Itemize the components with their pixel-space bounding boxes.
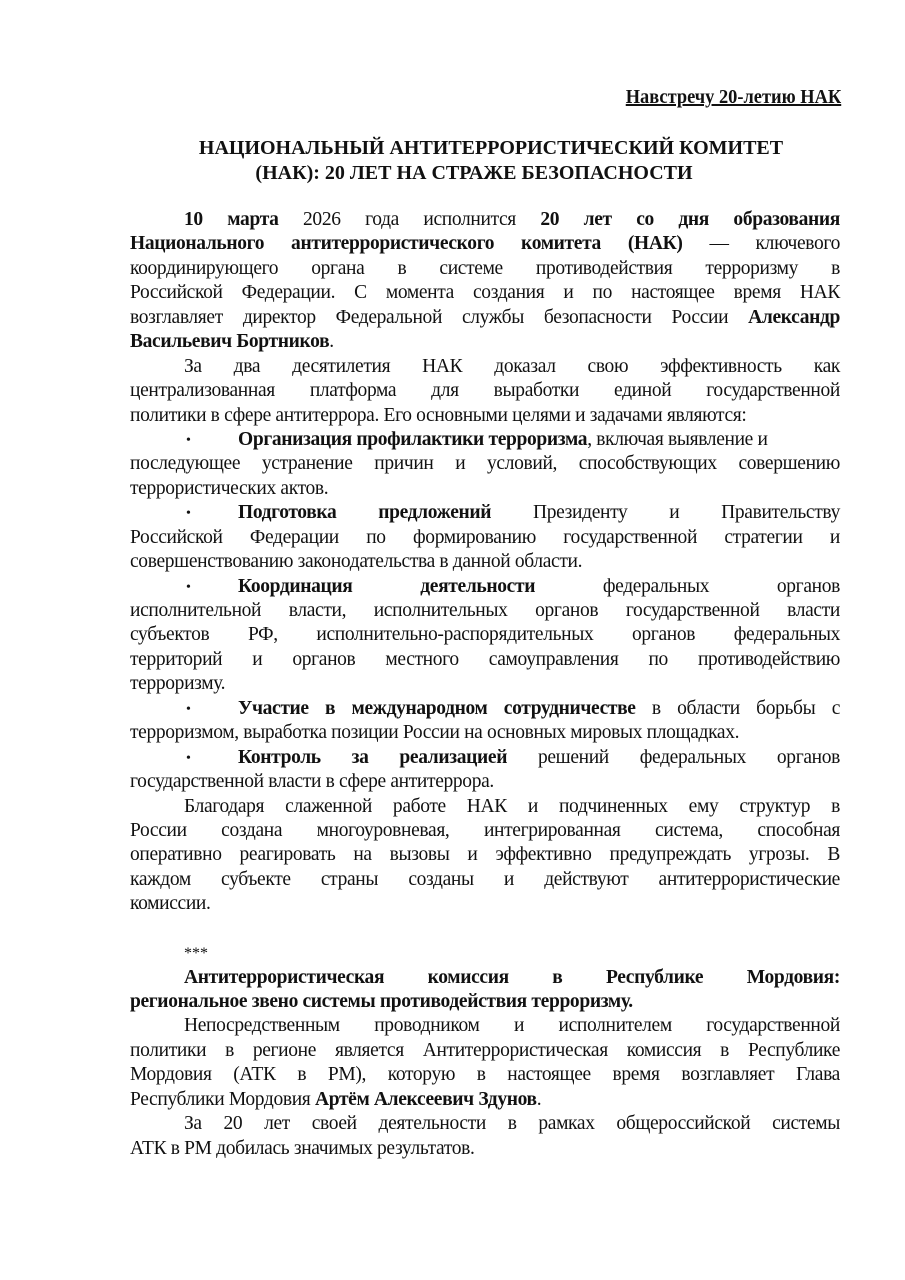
- text-span: Республики Мордовия: [130, 1088, 315, 1110]
- text-line: [130, 306, 840, 330]
- text-line: террористических актов.: [130, 477, 329, 499]
- text-line: АТК в РМ добилась значимых результатов.: [130, 1137, 475, 1159]
- bullet-icon: •: [186, 432, 191, 448]
- text-line: Непосредственным проводником и исполнителем государственной: [184, 1015, 840, 1037]
- text-span: — ключевого: [682, 233, 840, 255]
- goals-list: [130, 428, 840, 795]
- text-span: федеральных органов: [535, 575, 840, 597]
- text-span: возглавляет директор Федеральной службы безопасности России: [130, 306, 749, 328]
- document-body: [130, 208, 840, 1161]
- bullet-icon: •: [186, 579, 191, 595]
- rubric-heading: Навстречу 20-летию НАК: [625, 86, 841, 108]
- bold-date: 10 марта: [184, 209, 279, 230]
- bold-name: Александр: [748, 306, 840, 328]
- bold-text: Координация деятельности: [238, 575, 536, 597]
- section-heading-mordovia: [130, 966, 840, 1015]
- paragraph-atk-results: [130, 1112, 840, 1161]
- text-line: За два десятилетия НАК доказал свою эффективность как: [184, 355, 840, 377]
- text-span: .: [536, 1088, 542, 1110]
- bold-name: Васильевич Бортников: [130, 331, 330, 353]
- separator-stars: ***: [184, 945, 208, 963]
- text-line: Российской Федерации. С момента создания и по настоящее время НАК: [130, 282, 840, 304]
- bullet-icon: •: [186, 701, 191, 717]
- text-line: государственной власти в сфере антитеррора.: [130, 771, 494, 793]
- heading-line: [130, 990, 840, 1014]
- list-item: [130, 428, 840, 501]
- blank-line: [130, 917, 840, 941]
- title-line-2: (НАК): 20 ЛЕТ НА СТРАЖЕ БЕЗОПАСНОСТИ: [255, 162, 693, 184]
- text-span: Президенту и Правительству: [491, 502, 840, 524]
- bold-text: Национального антитеррористического комитета (НАК): [130, 233, 683, 255]
- bullet-icon: •: [186, 750, 191, 766]
- text-line: территорий и органов местного самоуправления по противодействию: [130, 648, 840, 670]
- text-line: [130, 697, 840, 721]
- paragraph-system-summary: [130, 795, 840, 917]
- document-title: [130, 136, 840, 186]
- bold-text: Организация профилактики терроризма: [238, 428, 588, 450]
- text-line: [130, 501, 840, 525]
- text-span: решений федеральных органов: [507, 746, 840, 768]
- text-span: , включая выявление и: [587, 428, 768, 450]
- text-line: [130, 1088, 840, 1112]
- title-line-1: НАЦИОНАЛЬНЫЙ АНТИТЕРРОРИСТИЧЕСКИЙ КОМИТЕТ: [198, 137, 784, 159]
- text-line: [130, 575, 840, 599]
- text-line: терроризмом, выработка позиции России на основных мировых площадках.: [130, 722, 740, 744]
- text-span: .: [329, 331, 334, 353]
- text-line: [130, 232, 840, 256]
- text-line: совершенствованию законодательства в данной области.: [130, 551, 583, 573]
- bold-text: Подготовка предложений: [238, 502, 492, 524]
- text-line: России создана многоуровневая, интегрированная система, способная: [130, 819, 840, 841]
- text-line: политики в регионе является Антитеррористическая комиссия в Республике: [130, 1039, 840, 1061]
- text-line: [130, 428, 840, 452]
- text-span: 2026 года исполнится: [278, 209, 541, 230]
- text-line: оперативно реагировать на вызовы и эффективно предупреждать угрозы. В: [130, 844, 840, 866]
- text-line: терроризму.: [130, 673, 226, 695]
- bullet-icon: •: [186, 506, 191, 522]
- text-line: централизованная платформа для выработки единой государственной: [130, 380, 840, 402]
- text-line: [130, 208, 840, 232]
- bold-text: 20 лет со дня образования: [540, 209, 840, 230]
- bold-text: Участие в международном сотрудничестве: [238, 697, 636, 719]
- text-line: За 20 лет своей деятельности в рамках общероссийской системы: [184, 1113, 840, 1135]
- text-line: субъектов РФ, исполнительно-распорядительных органов федеральных: [130, 624, 840, 646]
- text-line: Благодаря слаженной работе НАК и подчиненных ему структур в: [184, 795, 840, 817]
- text-line: каждом субъекте страны созданы и действуют антитеррористические: [130, 868, 840, 890]
- bold-name: Артём Алексеевич Здунов: [314, 1088, 537, 1110]
- text-line: [130, 330, 840, 354]
- list-item: [130, 575, 840, 697]
- text-line: Мордовия (АТК в РМ), которую в настоящее время возглавляет Глава: [130, 1064, 840, 1086]
- heading-line: [130, 966, 840, 990]
- text-line: последующее устранение причин и условий, способствующих совершению: [130, 453, 840, 475]
- list-item: [130, 746, 840, 795]
- section-separator: [130, 941, 840, 965]
- text-line: политики в сфере антитеррора. Его основными целями и задачами являются:: [130, 404, 747, 426]
- bold-heading: Антитеррористическая комиссия в Республике Мордовия:: [184, 966, 840, 988]
- paragraph-goals-intro: [130, 355, 840, 428]
- text-line: исполнительной власти, исполнительных органов государственной власти: [130, 600, 840, 621]
- text-line: координирующего органа в системе противодействия терроризму в: [130, 257, 840, 279]
- text-span: в области борьбы с: [635, 697, 841, 719]
- text-line: Российской Федерации по формированию государственной стратегии и: [130, 526, 840, 548]
- bold-heading: региональное звено системы противодействия терроризму.: [130, 991, 633, 1012]
- paragraph-nak-intro: [130, 208, 840, 355]
- text-line: комиссии.: [130, 893, 211, 915]
- paragraph-atk-intro: [130, 1014, 840, 1112]
- list-item: [130, 501, 840, 574]
- list-item: [130, 697, 840, 746]
- text-line: [130, 746, 840, 770]
- bold-text: Контроль за реализацией: [238, 746, 508, 768]
